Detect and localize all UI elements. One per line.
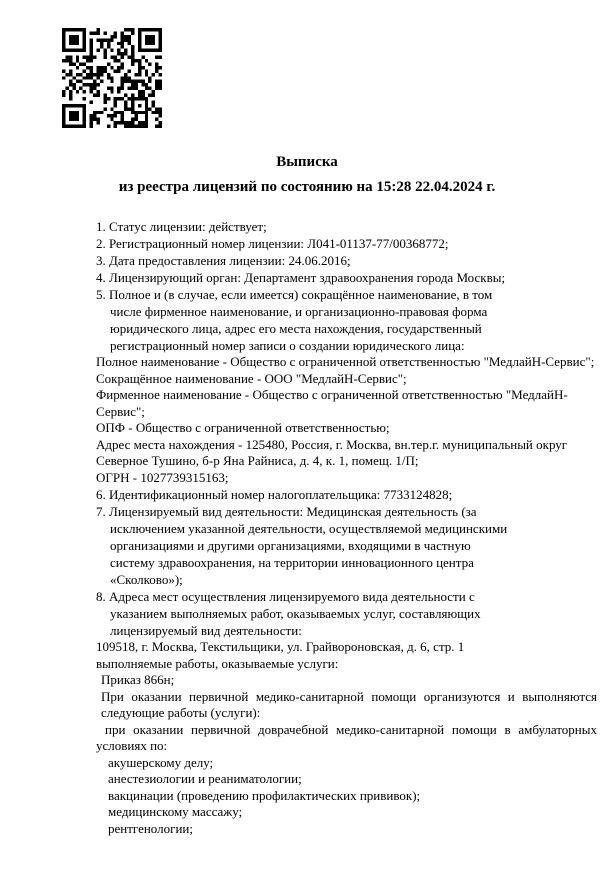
document-body [96,0,597,837]
document-subtitle: из реестра лицензий по состоянию на 15:28 22.04.2024 г. [118,179,496,195]
text-line: акушерскому делу; [108,754,214,770]
text-line: анестезиологии и реаниматологии; [108,771,302,786]
text-line: Фирменное наименование - Общество с ограниченной ответственностью "МедлайН-Сервис"; [96,387,568,419]
text-line: медицинскому массажу; [108,804,243,819]
text-line: 109518, г. Москва, Текстильщики, ул. Грайвороновская, д. 6, стр. 1 [96,639,465,654]
text-line: ОПФ - Общество с ограниченной ответственностью; [96,420,390,435]
item-number: 3. [96,253,109,268]
text-line: При оказании первичной медико-санитарной помощи организуются и выполняются следующие работы (услуги): [101,688,597,720]
document-title: Выписка [276,154,338,170]
numbered-item: 7. Лицензируемый вид деятельности: Медицинская деятельность (за исключением указанной деятельности, осуществляемой медицинскими организациями и другими организациями, входящими в частную систему здравоохранения, на территории инновационного центра «Сколково»); [96,504,508,587]
item-number: 1. [96,219,109,234]
document-text [96,218,597,837]
numbered-item: 6. Идентификационный номер налогоплательщика: 7733124828; [96,487,453,502]
item-number: 5. [96,287,109,302]
text-line: Полное наименование - Общество с ограниченной ответственностью "МедлайН-Сервис"; [96,354,595,369]
text-line: рентгенологии; [108,820,193,836]
text-line: ОГРН - 1027739315163; [96,469,229,485]
item-number: 8. [96,589,109,604]
item-number: 4. [96,270,109,285]
numbered-item: 3. Дата предоставления лицензии: 24.06.2016; [96,253,351,268]
text-line: при оказании первичной доврачебной медико-санитарной помощи в амбулаторных условиях по: [96,721,597,753]
text-line: вакцинации (проведению профилактических прививок); [108,787,421,803]
text-line: Приказ 866н; [101,672,175,687]
text-line: Сокращённое наименование - ООО "МедлайН-Сервис"; [96,370,407,386]
item-number: 6. [96,487,109,502]
text-line: выполняемые работы, оказываемые услуги: [96,655,339,671]
text-line: Адрес места нахождения - 125480, Россия, г. Москва, вн.тер.г. муниципальный округ Северное Тушино, б-р Яна Райниса, д. 4, к. 1, помещ. 1/П; [96,436,568,468]
item-number: 7. [96,504,109,519]
numbered-item: 5. Полное и (в случае, если имеется) сокращённое наименование, в том числе фирменное наименование, и организационно-правовая форма юридического лица, адрес его места нахождения, государственный регистрационный номер записи о создании юридического лица: [96,287,493,353]
numbered-item: 1. Статус лицензии: действует; [96,219,267,234]
numbered-item: 8. Адреса мест осуществления лицензируемого вида деятельности с указанием выполняемых работ, оказываемых услуг, составляющих лицензируемый вид деятельности: [96,589,481,638]
numbered-item: 2. Регистрационный номер лицензии: Л041-01137-77/00368772; [96,236,449,251]
document-header [96,152,518,197]
item-number: 2. [96,236,109,251]
numbered-item: 4. Лицензирующий орган: Департамент здравоохранения города Москвы; [96,270,506,285]
